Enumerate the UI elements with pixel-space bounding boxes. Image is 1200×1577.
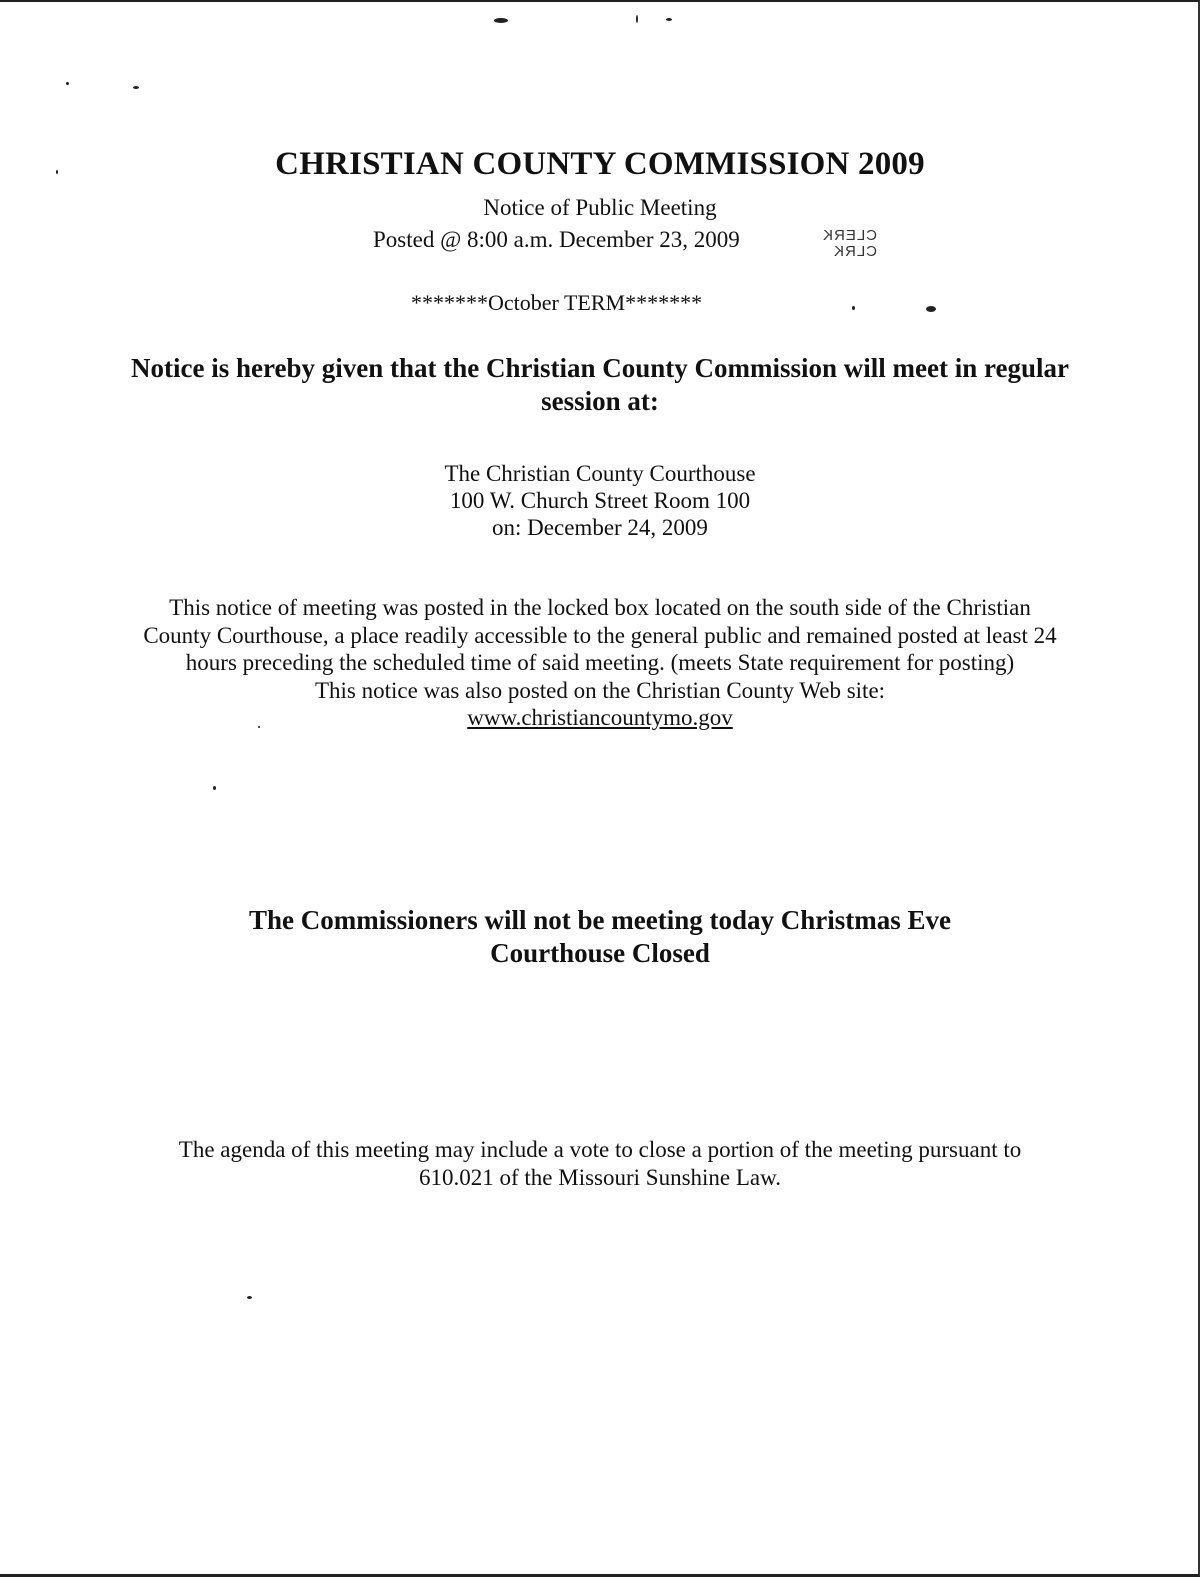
agenda-line: 610.021 of the Missouri Sunshine Law. xyxy=(418,1165,781,1190)
scan-speck xyxy=(66,82,69,85)
posting-info-line: County Courthouse, a place readily accessible to the general public and remained posted at least 24 xyxy=(143,622,1057,648)
mirrored-stamp: CLERK CLRK xyxy=(822,227,878,260)
closure-line: Courthouse Closed xyxy=(490,938,710,968)
page-title: CHRISTIAN COUNTY COMMISSION 2009 xyxy=(275,146,925,182)
posting-info-line: This notice of meeting was posted in the locked box located on the south side of the Christian xyxy=(169,595,1031,620)
posting-info xyxy=(0,594,1200,732)
scan-speck xyxy=(636,15,638,23)
posted-timestamp: Posted @ 8:00 a.m. December 23, 2009 xyxy=(373,227,740,252)
posting-info-line: This notice was also posted on the Christian County Web site: xyxy=(314,677,886,703)
notice-subtitle: Notice of Public Meeting xyxy=(483,195,717,220)
scan-speck xyxy=(133,86,139,89)
notice-heading-line: session at: xyxy=(541,386,659,416)
scan-speck xyxy=(852,306,855,310)
website-link[interactable]: www.christiancountymo.gov xyxy=(467,705,733,730)
scan-speck xyxy=(666,18,672,21)
scan-speck xyxy=(494,18,508,23)
location-building: The Christian County Courthouse xyxy=(444,461,756,486)
posting-info-line: hours preceding the scheduled time of said meeting. (meets State requirement for posting) xyxy=(185,650,1015,675)
closure-notice xyxy=(0,904,1200,970)
location-date: on: December 24, 2009 xyxy=(492,515,708,540)
scan-speck xyxy=(247,1296,252,1299)
location-street: 100 W. Church Street Room 100 xyxy=(449,488,751,513)
notice-heading-line: Notice is hereby given that the Christian County Commission will meet in regular xyxy=(131,353,1069,383)
scan-speck xyxy=(213,786,216,790)
scan-speck xyxy=(926,306,936,312)
closure-line: The Commissioners will not be meeting today Christmas Eve xyxy=(249,905,951,935)
term-label: *******October TERM******* xyxy=(411,290,703,315)
agenda-line: The agenda of this meeting may include a vote to close a portion of the meeting pursuant to xyxy=(178,1137,1022,1162)
notice-heading xyxy=(0,352,1200,418)
meeting-location xyxy=(0,460,1200,541)
agenda-note xyxy=(0,1136,1200,1192)
